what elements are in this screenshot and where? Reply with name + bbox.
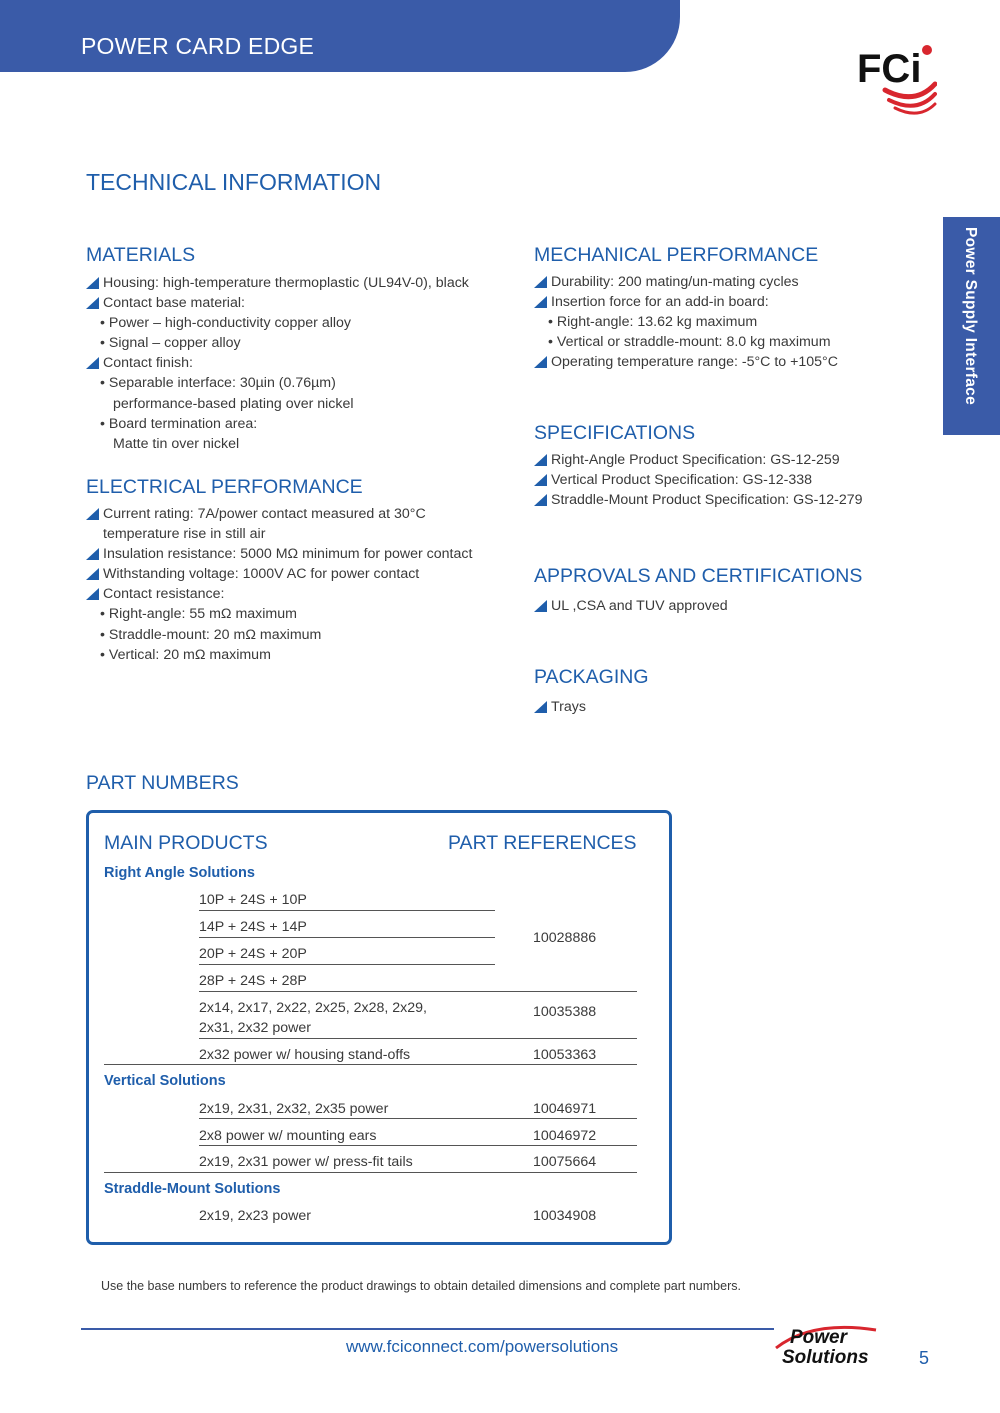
part-reference: 10075664 [533, 1154, 597, 1170]
packaging-list [534, 697, 586, 717]
fci-logo-text: FCi [857, 47, 922, 91]
divider [199, 937, 495, 938]
table-row: 2x32 power w/ housing stand-offs [199, 1047, 411, 1063]
table-row: 2x19, 2x31, 2x32, 2x35 power [199, 1101, 389, 1117]
side-tab-label: Power Supply Interface [962, 227, 979, 406]
list-item: performance-based plating over nickel [113, 395, 354, 412]
approvals-list [534, 596, 728, 616]
list-item: Right-Angle Product Specification: GS-12-259 [534, 450, 863, 470]
table-row: 2x14, 2x17, 2x22, 2x25, 2x28, 2x29, [199, 1000, 427, 1016]
part-reference: 10053363 [533, 1047, 597, 1063]
list-item: • Right-angle: 13.62 kg maximum [548, 314, 758, 331]
page-title: TECHNICAL INFORMATION [86, 169, 382, 195]
list-item: • Signal – copper alloy [100, 335, 241, 352]
part-reference: 10028886 [533, 930, 597, 946]
part-reference: 10034908 [533, 1208, 597, 1224]
table-row: 2x31, 2x32 power [199, 1020, 311, 1036]
power-solutions-logo [772, 1318, 892, 1370]
list-item: • Vertical: 20 mΩ maximum [100, 646, 271, 663]
specifications-heading: SPECIFICATIONS [534, 422, 696, 444]
divider [104, 1172, 637, 1173]
list-item: Trays [534, 697, 586, 717]
packaging-heading: PACKAGING [534, 666, 649, 688]
divider [199, 991, 637, 992]
list-item: Straddle-Mount Product Specification: GS-12-279 [534, 490, 863, 510]
logo-line2: Solutions [782, 1347, 869, 1368]
mechanical-list [534, 272, 838, 372]
table-row: 14P + 24S + 14P [199, 919, 307, 935]
logo-line1: Power [790, 1327, 848, 1348]
table-row: 10P + 24S + 10P [199, 892, 307, 908]
divider [199, 910, 495, 911]
part-reference: 10035388 [533, 1004, 597, 1020]
list-item: Insertion force for an add-in board: [534, 292, 838, 312]
approvals-heading: APPROVALS AND CERTIFICATIONS [534, 565, 863, 587]
side-tab[interactable] [943, 217, 1000, 435]
materials-heading: MATERIALS [86, 244, 196, 266]
table-row: 2x19, 2x23 power [199, 1208, 311, 1224]
list-item: Current rating: 7A/power contact measured at 30°C [86, 504, 472, 524]
list-item: • Power – high-conductivity copper alloy [100, 315, 352, 332]
part-reference: 10046971 [533, 1101, 597, 1117]
category-right-angle: Right Angle Solutions [104, 865, 255, 881]
table-row: 2x8 power w/ mounting ears [199, 1128, 377, 1144]
divider [199, 1145, 637, 1146]
header-title: POWER CARD EDGE [81, 33, 315, 59]
list-item: Contact base material: [86, 293, 469, 313]
list-item: Operating temperature range: -5°C to +105°C [534, 352, 838, 372]
list-item: Contact finish: [86, 353, 469, 373]
list-item: • Separable interface: 30µin (0.76µm) [100, 375, 336, 392]
table-row: 28P + 24S + 28P [199, 973, 307, 989]
part-reference: 10046972 [533, 1128, 597, 1144]
list-item: Withstanding voltage: 1000V AC for power contact [86, 564, 472, 584]
electrical-heading: ELECTRICAL PERFORMANCE [86, 476, 363, 498]
footnote: Use the base numbers to reference the product drawings to obtain detailed dimensions and complete part numbers. [101, 1279, 741, 1293]
list-item: • Board termination area: [100, 415, 258, 432]
specifications-list [534, 450, 863, 510]
divider [199, 1118, 637, 1119]
list-item: UL ,CSA and TUV approved [534, 596, 728, 616]
list-item: Housing: high-temperature thermoplastic (UL94V-0), black [86, 273, 469, 293]
materials-list [86, 273, 469, 454]
divider [199, 964, 495, 965]
divider [199, 1038, 637, 1039]
electrical-list [86, 504, 472, 665]
page-number: 5 [919, 1348, 930, 1368]
list-item: Vertical Product Specification: GS-12-338 [534, 470, 863, 490]
list-item: Matte tin over nickel [113, 435, 240, 452]
mechanical-heading: MECHANICAL PERFORMANCE [534, 244, 819, 266]
list-item: • Right-angle: 55 mΩ maximum [100, 606, 297, 623]
list-item: Contact resistance: [86, 584, 472, 604]
list-item: • Straddle-mount: 20 mΩ maximum [100, 626, 322, 643]
category-vertical: Vertical Solutions [104, 1073, 226, 1089]
col-part-references: PART REFERENCES [448, 832, 637, 854]
list-item: temperature rise in still air [103, 526, 266, 543]
divider [104, 1064, 637, 1065]
col-main-products: MAIN PRODUCTS [104, 832, 268, 854]
footer-url-link[interactable]: www.fciconnect.com/powersolutions [346, 1337, 619, 1356]
list-item: • Vertical or straddle-mount: 8.0 kg maximum [548, 334, 831, 351]
fci-logo [855, 44, 937, 116]
list-item: Insulation resistance: 5000 MΩ minimum for power contact [86, 544, 472, 564]
footer-divider [81, 1328, 774, 1330]
part-numbers-heading: PART NUMBERS [86, 772, 239, 794]
table-row: 20P + 24S + 20P [199, 946, 307, 962]
category-straddle-mount: Straddle-Mount Solutions [104, 1181, 281, 1197]
list-item: Durability: 200 mating/un-mating cycles [534, 272, 838, 292]
table-row: 2x19, 2x31 power w/ press-fit tails [199, 1154, 413, 1170]
